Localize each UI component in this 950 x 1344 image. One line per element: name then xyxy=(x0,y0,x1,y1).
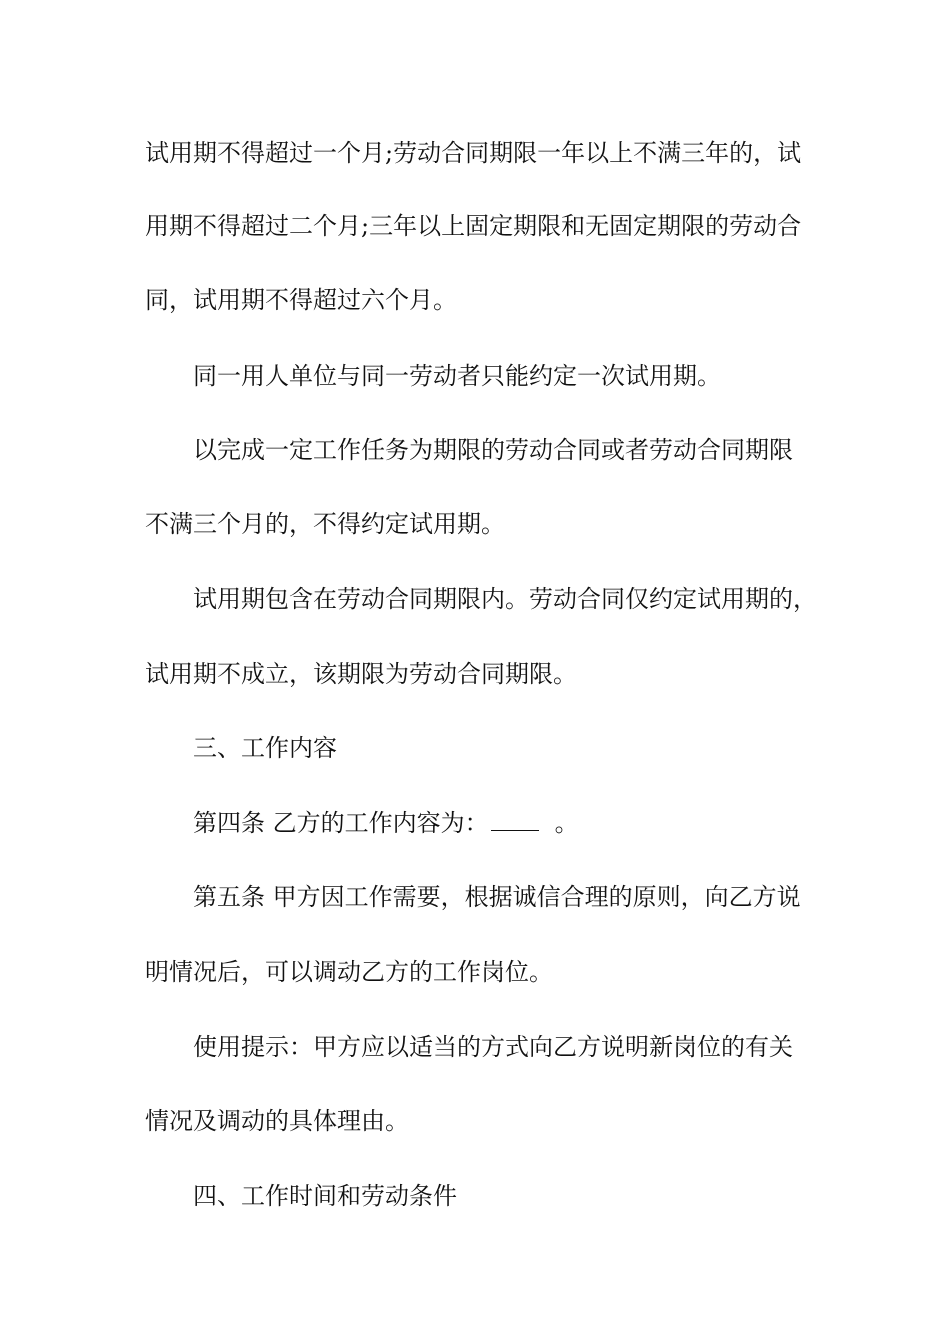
text-line: 情况及调动的具体理由。 xyxy=(145,1107,409,1135)
text-line: 同，试用期不得超过六个月。 xyxy=(145,286,457,314)
section-heading: 四、工作时间和劳动条件 xyxy=(193,1182,457,1210)
article-4-end: 。 xyxy=(554,809,579,837)
text-line: 试用期不成立，该期限为劳动合同期限。 xyxy=(145,660,577,688)
text-line: 同一用人单位与同一劳动者只能约定一次试用期。 xyxy=(193,362,721,390)
text-line: 明情况后，可以调动乙方的工作岗位。 xyxy=(145,958,553,986)
article-4-line xyxy=(193,808,579,838)
article-4-text: 第四条 乙方的工作内容为： xyxy=(193,809,489,837)
text-line: 使用提示：甲方应以适当的方式向乙方说明新岗位的有关 xyxy=(193,1033,793,1061)
text-line: 不满三个月的，不得约定试用期。 xyxy=(145,510,505,538)
text-line: 用期不得超过二个月;三年以上固定期限和无固定期限的劳动合 xyxy=(145,212,802,240)
text-line: 第五条 甲方因工作需要，根据诚信合理的原则，向乙方说 xyxy=(193,883,801,911)
text-line: 试用期不得超过一个月;劳动合同期限一年以上不满三年的，试 xyxy=(145,139,802,167)
text-line: 以完成一定工作任务为期限的劳动合同或者劳动合同期限 xyxy=(193,436,793,464)
text-line: 试用期包含在劳动合同期限内。劳动合同仅约定试用期的， xyxy=(193,585,817,613)
section-heading: 三、工作内容 xyxy=(193,734,337,762)
fill-in-blank[interactable] xyxy=(491,810,539,831)
